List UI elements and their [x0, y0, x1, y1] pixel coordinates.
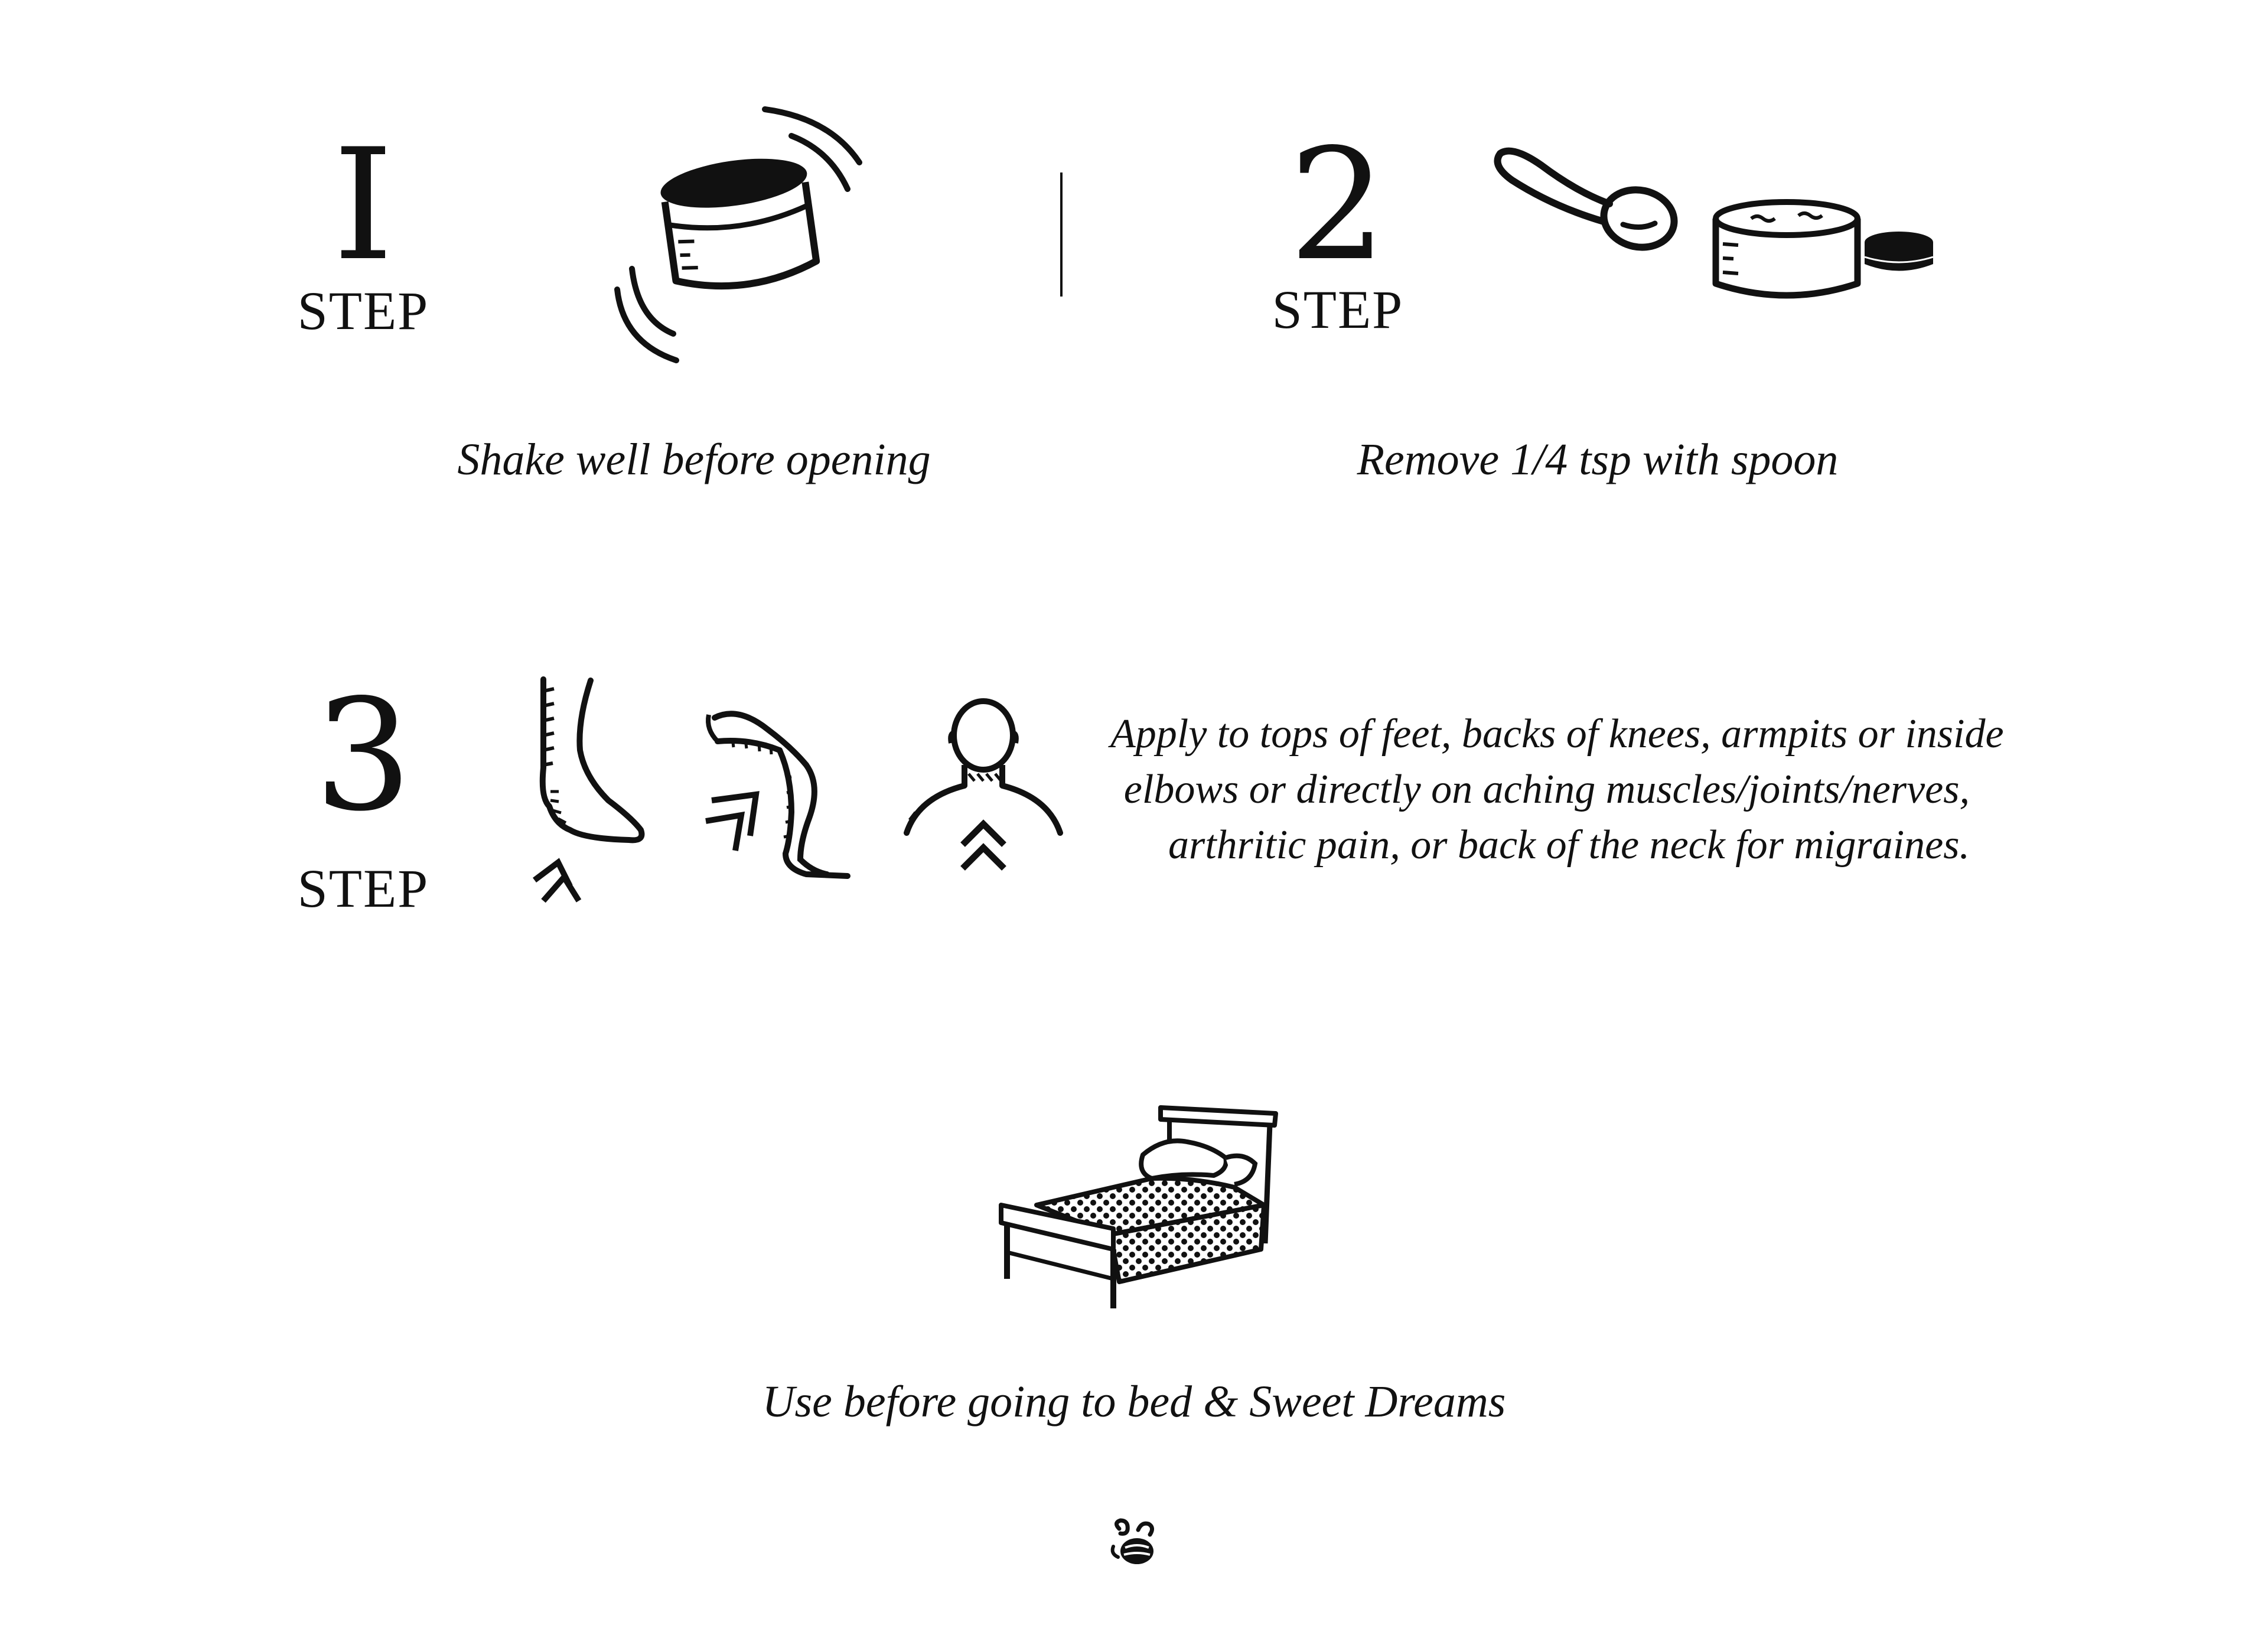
neck-back-icon: [895, 691, 1072, 886]
step-divider: [1060, 172, 1063, 297]
bee-logo-icon: [1107, 1517, 1161, 1570]
step-3-caption-line-1: Apply to tops of feet, backs of knees, armpits or inside: [1110, 711, 2004, 757]
step-2-numeral: 2: [1289, 116, 1387, 295]
step-3-caption: [1110, 706, 2004, 873]
final-caption: Use before going to bed & Sweet Dreams: [762, 1377, 1506, 1427]
shaking-jar-icon: [614, 95, 862, 366]
step-3-caption-line-2: elbows or directly on aching muscles/joints/nerves,: [1123, 767, 1970, 812]
step-2-caption: Remove 1/4 tsp with spoon: [1357, 435, 1839, 484]
step-3-numeral: 3: [314, 667, 412, 845]
open-jar-icon: [1710, 198, 1934, 304]
spoon-icon: [1488, 142, 1677, 260]
step-1-label: STEP: [297, 281, 429, 341]
step-1-caption: Shake well before opening: [457, 435, 931, 484]
step-1-numeral: I: [333, 116, 394, 295]
leg-knee-icon: [703, 682, 868, 895]
step-3-caption-line-3: arthritic pain, or back of the neck for migraines.: [1168, 822, 1970, 868]
step-3-label: STEP: [297, 858, 429, 919]
foot-icon: [514, 673, 656, 910]
bed-icon: [992, 1102, 1282, 1314]
step-2-label: STEP: [1272, 279, 1404, 340]
